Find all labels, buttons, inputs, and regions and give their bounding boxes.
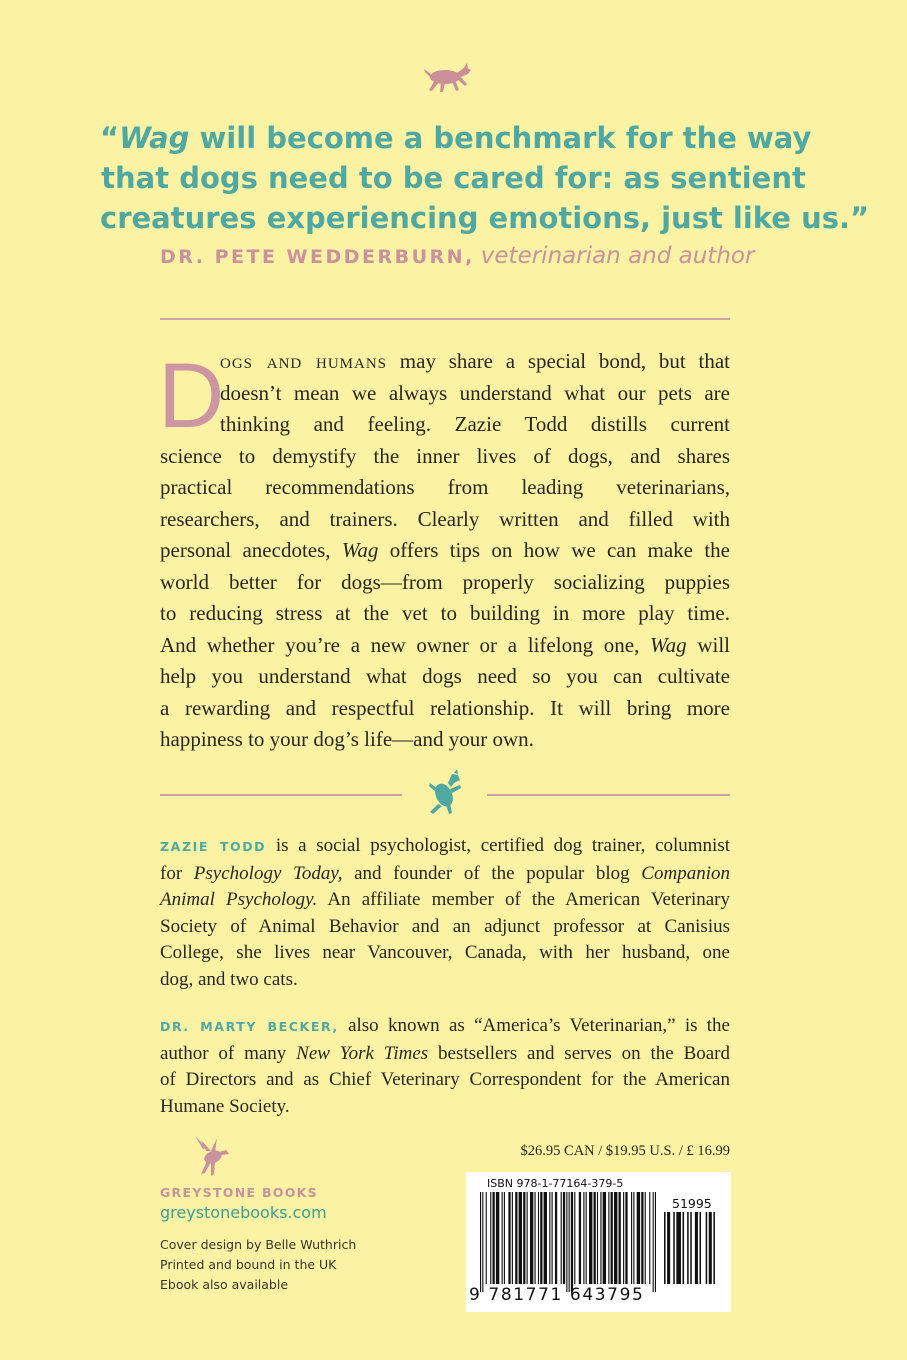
barcode-bar <box>641 1192 643 1284</box>
barcode-bar <box>631 1192 632 1284</box>
barcode-bar <box>566 1192 567 1292</box>
barcode-bar <box>713 1212 715 1284</box>
barcode-bar <box>538 1192 539 1284</box>
barcode-bar <box>676 1212 681 1284</box>
barcode-bar <box>653 1192 654 1292</box>
barcode-bar <box>683 1212 685 1284</box>
barcode-bar <box>496 1192 499 1284</box>
barcode-bar <box>637 1192 640 1284</box>
foreword-author-bio: DR. MARTY BECKER, also known as “America’s Veterinarian,” is the author of many New York Times bestsellers and serves on the Board of Directors and as Chief Veterinary Correspondent for the American Humane Society. <box>160 1015 731 1117</box>
barcode-digits: 9 781771 643795 <box>469 1285 645 1305</box>
barcode-bar <box>614 1192 617 1284</box>
barcode-bar <box>619 1192 621 1284</box>
publisher-name: GREYSTONE BOOKS <box>160 1185 318 1200</box>
greystone-bird-icon <box>191 1134 233 1180</box>
barcode-bar <box>633 1192 634 1284</box>
quote-attribution <box>160 243 755 270</box>
barcode-bar <box>649 1192 650 1284</box>
barcode-bar <box>519 1192 522 1284</box>
barcode-bar <box>571 1192 573 1292</box>
quote-author-role: veterinarian and author <box>480 243 755 269</box>
divider <box>487 794 730 796</box>
barcode-bar <box>594 1192 596 1284</box>
barcode-bar <box>597 1192 598 1284</box>
barcode-bar <box>667 1212 670 1284</box>
barcode-bar <box>512 1192 513 1284</box>
quote-author: DR. PETE WEDDERBURN, <box>160 246 475 268</box>
barcode-bar <box>664 1212 666 1284</box>
divider <box>160 318 730 320</box>
barcode-bar <box>504 1192 505 1284</box>
credit-printing: Printed and bound in the UK <box>160 1257 337 1272</box>
barcode-bar <box>625 1192 627 1284</box>
barcode-bar <box>706 1212 708 1284</box>
author-bio: ZAZIE TODD is a social psychologist, certified dog trainer, columnist for Psychology Today, and founder of the popular blog Companion Animal Psychology. An affiliate member of the American Veterinary Society of Animal Behavior and an adjunct professor at Canisius College, she lives near Vancouver, Canada, with her husband, one dog, and two cats. <box>160 835 731 990</box>
barcode-bar <box>611 1192 613 1284</box>
barcode-addon-bars <box>664 1212 718 1292</box>
barcode-bar <box>608 1192 609 1284</box>
barcode-bar <box>549 1192 550 1284</box>
price: $26.95 CAN / $19.95 U.S. / £ 16.99 <box>520 1143 730 1159</box>
running-dog-icon <box>421 60 473 96</box>
barcode-bar <box>515 1192 517 1284</box>
barcode-bar <box>561 1192 562 1284</box>
barcode-bar <box>589 1192 592 1284</box>
barcode-bar <box>586 1192 587 1284</box>
barcode-bar <box>645 1192 646 1284</box>
barcode-bar <box>687 1212 689 1284</box>
barcode-bar <box>482 1192 483 1292</box>
book-description: ogs and humans may share a special bond, but that doesn’t mean we always understand what our pets are thinking and feeling. Zazie Todd distills current science to demystify the inner lives of dogs, and shares practical recommendations from leading veterinarians, researchers, and trainers. Clearly written and filled with personal anecdotes, Wag offers tips on how we can make the world better for dogs—from properly socializing puppies to reducing stress at the vet to building in more play time. And whether you’re a new owner or a lifelong one, Wag will help you understand what dogs need so you can cultivate a rewarding and respectful relationship. It will bring more happiness to your dog’s life—and your own. <box>160 349 730 751</box>
jumping-dog-icon <box>424 769 466 815</box>
credits <box>160 1235 356 1295</box>
barcode-bar <box>555 1192 557 1284</box>
barcode-bar <box>579 1192 581 1284</box>
barcode-bars <box>480 1192 656 1292</box>
publisher-website[interactable]: greystonebooks.com <box>160 1203 327 1222</box>
barcode-bar <box>527 1192 528 1284</box>
barcode-bar <box>523 1192 525 1284</box>
divider <box>160 794 402 796</box>
barcode-bar <box>709 1212 712 1284</box>
isbn-barcode <box>466 1172 731 1312</box>
barcode-bar <box>603 1192 606 1284</box>
barcode-bar <box>563 1192 565 1284</box>
barcode-bar <box>480 1192 481 1292</box>
endorsement-quote: “Wag will become a benchmark for the way that dogs need to be cared for: as sentient creatures experiencing emotions, just like us.” <box>100 121 870 235</box>
barcode-bar <box>502 1192 503 1284</box>
credit-cover-design: Cover design by Belle Wuthrich <box>160 1237 357 1252</box>
barcode-bar <box>655 1192 656 1292</box>
barcode-bar <box>574 1192 575 1284</box>
barcode-bar <box>583 1192 584 1284</box>
barcode-bar <box>535 1192 536 1284</box>
barcode-bar <box>540 1192 542 1284</box>
barcode-bar <box>486 1192 487 1284</box>
isbn-label: ISBN 978-1-77164-379-5 <box>487 1177 624 1190</box>
barcode-bar <box>490 1192 491 1284</box>
barcode-bar <box>530 1192 533 1284</box>
barcode-bar <box>508 1192 510 1284</box>
barcode-bar <box>544 1192 547 1284</box>
barcode-bar <box>699 1212 701 1284</box>
barcode-bar <box>673 1212 675 1284</box>
barcode-bar <box>492 1192 494 1284</box>
barcode-bar <box>695 1212 698 1284</box>
barcode-addon-digits: 51995 <box>672 1196 712 1211</box>
barcode-bar <box>552 1192 553 1284</box>
credit-ebook: Ebook also available <box>160 1277 289 1292</box>
barcode-bar <box>600 1192 601 1284</box>
drop-cap: D <box>158 345 225 447</box>
barcode-bar <box>623 1192 624 1284</box>
barcode-bar <box>569 1192 570 1292</box>
barcode-bar <box>690 1212 692 1284</box>
